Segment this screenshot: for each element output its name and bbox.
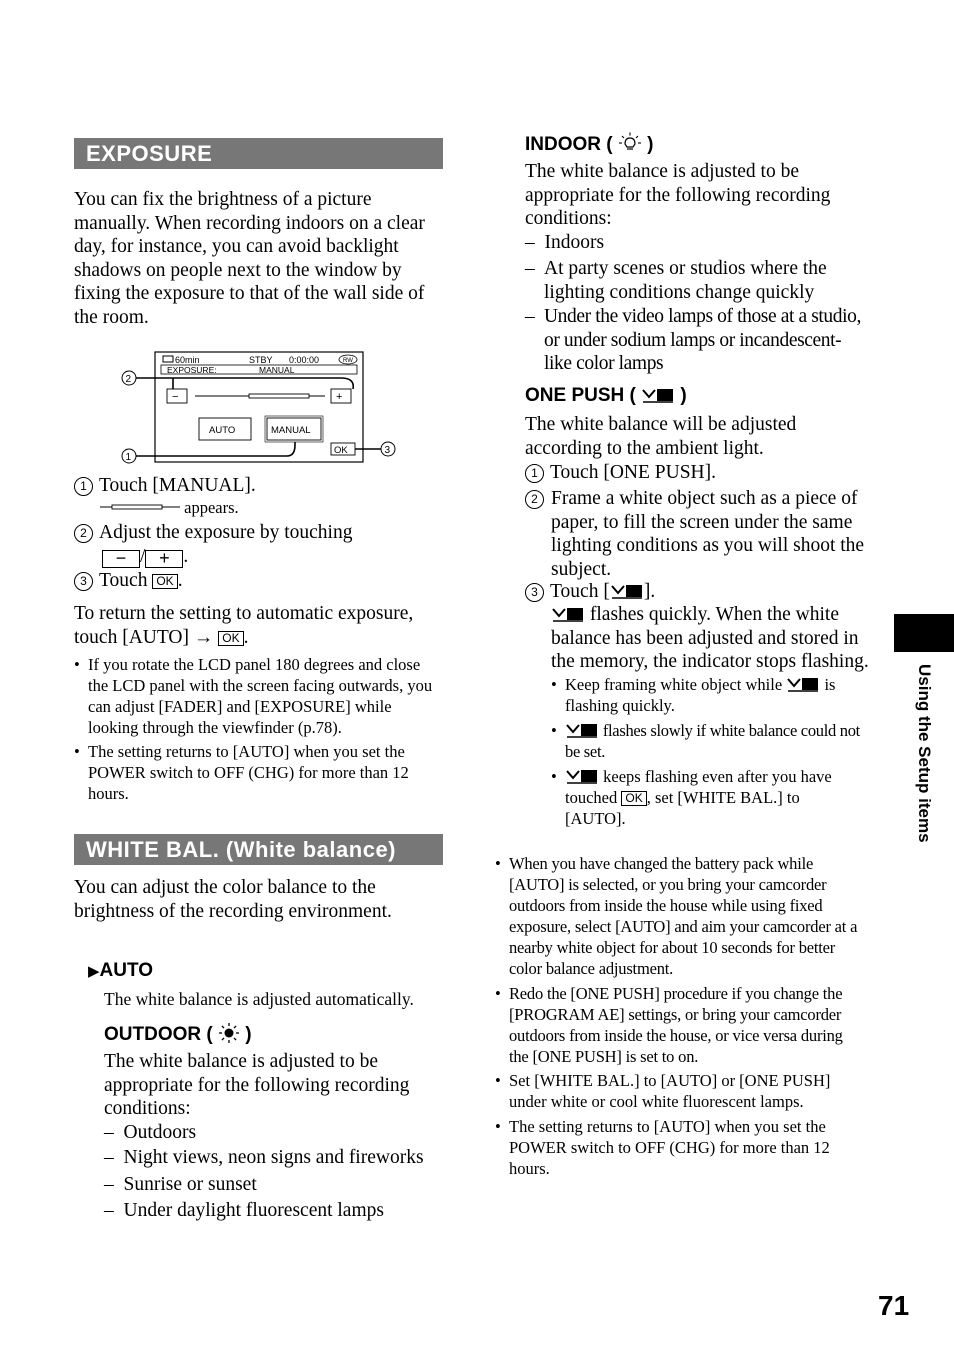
section-tab-marker — [894, 614, 954, 652]
ok-button-icon: OK — [621, 791, 646, 806]
indoor-subheading: INDOOR ( ) — [525, 134, 654, 155]
screen-time: 0:00:00 — [289, 355, 320, 365]
whitebal-note-3: • Set [WHITE BAL.] to [AUTO] or [ONE PUSH] under white or cool white fluorescent lamps. — [495, 1071, 831, 1111]
auto-subheading: ▶AUTO — [88, 960, 154, 981]
ok-button-icon: OK — [218, 631, 243, 646]
exposure-step-1: 1 Touch [MANUAL]. — [74, 474, 446, 498]
side-section-label: Using the Setup items — [915, 664, 934, 843]
indoor-item: – Under the video lamps of those at a studio, or under sodium lamps or incandescent-like color lamps — [525, 306, 861, 374]
lamp-icon — [618, 132, 642, 154]
screen-auto-button: AUTO — [209, 425, 236, 436]
ok-button-icon: OK — [152, 574, 177, 589]
callout-3: 3 — [384, 445, 391, 456]
onepush-sub-bullet-3: • keeps flashing even after you have touched OK , set [WHITE BAL.] to [AUTO]. — [551, 767, 832, 828]
outdoor-item: – Outdoors — [104, 1122, 197, 1143]
step-number: 1 — [74, 477, 93, 496]
exposure-step-1-sub: appears. — [100, 497, 239, 518]
callout-1: 1 — [125, 452, 132, 463]
exposure-return-text: To return the setting to automatic exposure, touch [AUTO] → OK . — [74, 603, 414, 648]
one-push-icon — [565, 721, 599, 739]
whitebal-heading: WHITE BAL. (White balance) — [74, 834, 443, 865]
exposure-intro: You can fix the brightness of a picture manually. When recording indoors on a clear day, for instance, you can avoid backlight shadows on people next to the window by fixing the exposure to that of the wall side of the room. — [74, 189, 425, 328]
onepush-step-1: 1 Touch [ONE PUSH]. — [525, 461, 865, 485]
step-number: 3 — [74, 572, 93, 591]
screen-rw: RW — [343, 358, 353, 364]
callout-2: 2 — [125, 374, 132, 385]
onepush-subheading: ONE PUSH ( ) — [525, 385, 687, 406]
screen-plus: + — [336, 391, 343, 403]
onepush-step-3: 3 Touch [ ]. — [525, 580, 865, 604]
step-number: 2 — [74, 524, 93, 543]
outdoor-item: – Sunrise or sunset — [104, 1174, 257, 1195]
exposure-step-3: 3 Touch OK . — [74, 569, 183, 593]
exposure-step-2-buttons: − / + . — [102, 545, 188, 569]
one-push-icon — [610, 582, 644, 600]
one-push-icon — [565, 767, 599, 785]
arrow-icon: → — [193, 626, 214, 648]
exposure-screen-diagram — [115, 345, 405, 470]
auto-text: The white balance is adjusted automatically. — [104, 989, 414, 1009]
screen-ok-button: OK — [334, 445, 348, 456]
exposure-step-2: 2 Adjust the exposure by touching — [74, 521, 446, 545]
minus-button-icon: − — [102, 550, 140, 568]
outdoor-text: The white balance is adjusted to be appropriate for the following recording conditions: — [104, 1051, 410, 1119]
exposure-bullet-1: • If you rotate the LCD panel 180 degrees and close the LCD panel with the screen facing outwards, you can adjust [FADER] and [EXPOSURE] while looking through the viewfinder (p.78). — [74, 655, 433, 737]
onepush-step-3-sub: flashes quickly. When the white balance has been adjusted and stored in the memory, the indicator stops flashing. — [551, 604, 869, 672]
outdoor-subheading: OUTDOOR ( ) — [104, 1024, 252, 1045]
default-marker-icon: ▶ — [88, 963, 100, 980]
whitebal-note-2: • Redo the [ONE PUSH] procedure if you change the [PROGRAM AE] settings, or bring your camcorder outdoors from inside the house, or vice versa during the [ONE PUSH] is set to on. — [495, 984, 843, 1066]
onepush-text: The white balance will be adjusted according to the ambient light. — [525, 414, 797, 459]
screen-minus: − — [172, 391, 179, 403]
screen-status: STBY — [249, 355, 273, 365]
screen-mode: MANUAL — [259, 365, 295, 375]
one-push-icon — [786, 675, 820, 693]
plus-button-icon: + — [145, 550, 183, 568]
indoor-item: – Indoors — [525, 232, 605, 253]
indoor-text: The white balance is adjusted to be appropriate for the following recording conditions: — [525, 161, 831, 229]
onepush-sub-bullet-1: • Keep framing white object while is flashing quickly. — [551, 675, 836, 715]
page-number: 71 — [878, 1290, 910, 1321]
one-push-icon — [551, 605, 585, 623]
whitebal-intro: You can adjust the color balance to the brightness of the recording environment. — [74, 877, 392, 922]
screen-exposure-label: EXPOSURE: — [167, 365, 217, 375]
screen-battery: 60min — [175, 355, 200, 365]
screen-manual-button: MANUAL — [271, 425, 311, 436]
outdoor-item: – Under daylight fluorescent lamps — [104, 1200, 384, 1221]
onepush-sub-bullet-2: • flashes slowly if white balance could not be set. — [551, 721, 860, 761]
indoor-item: – At party scenes or studios where the lighting conditions change quickly — [525, 258, 827, 303]
exposure-heading: EXPOSURE — [74, 138, 443, 169]
exposure-bullet-2: • The setting returns to [AUTO] when you set the POWER switch to OFF (CHG) for more than 12 hours. — [74, 742, 409, 803]
outdoor-item: – Night views, neon signs and fireworks — [104, 1147, 424, 1168]
whitebal-note-1: • When you have changed the battery pack while [AUTO] is selected, or you bring your camcorder outdoors from inside the house while using fixed exposure, select [AUTO] and aim your camcorder at a nearby white object for about 10 seconds for better color balance adjustment. — [495, 854, 858, 978]
whitebal-note-4: • The setting returns to [AUTO] when you set the POWER switch to OFF (CHG) for more than 12 hours. — [495, 1117, 830, 1178]
one-push-icon — [641, 386, 675, 404]
exposure-bar-icon — [100, 500, 180, 512]
onepush-step-2: 2 Frame a white object such as a piece of paper, to fill the screen under the same lighting conditions as you will shoot the subject. — [525, 487, 865, 581]
sun-icon — [218, 1022, 240, 1044]
